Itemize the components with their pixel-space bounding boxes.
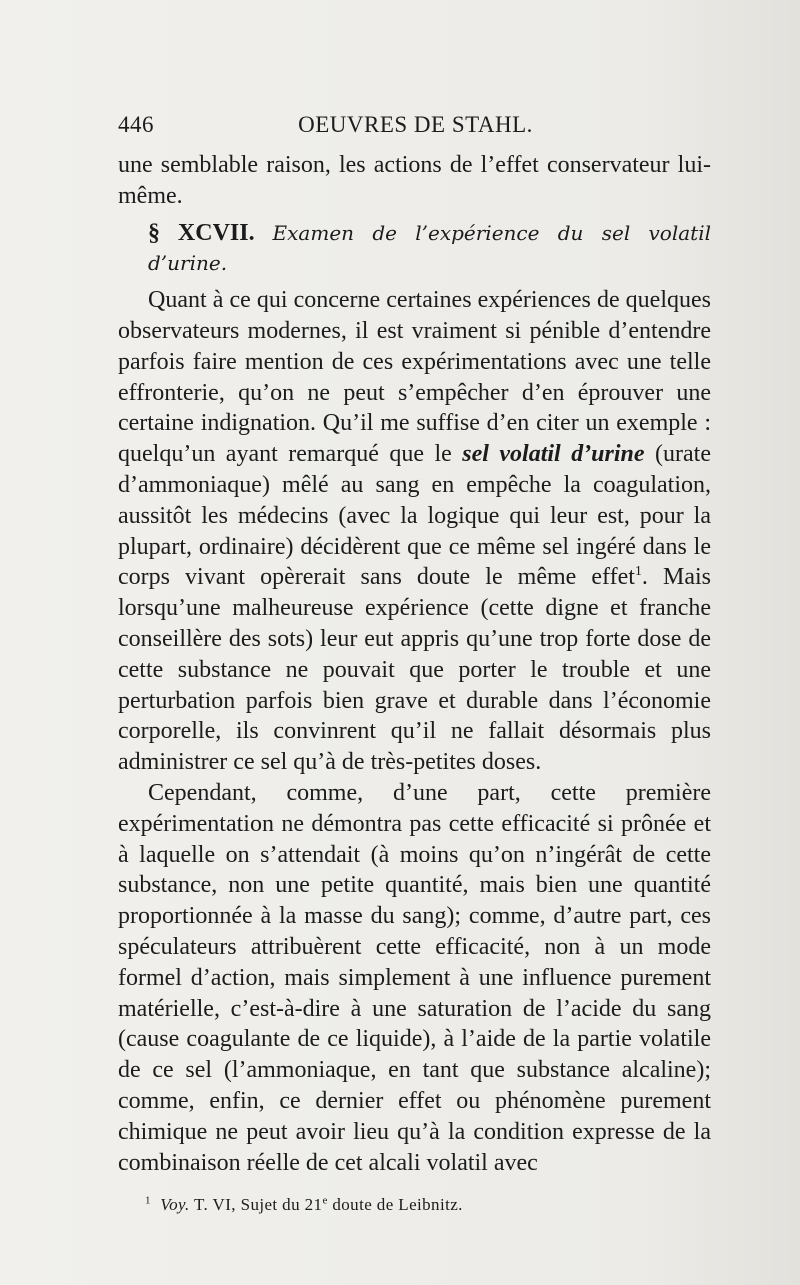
emphasis-sel-volatil: sel volatil d’urine xyxy=(462,441,645,468)
running-header xyxy=(118,112,713,146)
paragraph-continuation: une semblable raison, les actions de l’effet conservateur lui-même. xyxy=(118,152,711,209)
section-number: § XCVII. xyxy=(148,219,255,246)
paragraph-1-text-b: (urate d’ammoniaque) mêlé au sang en empêche la coagulation, aussitôt les médecins (avec la logique qui leur est, pour la plupart, ordinaire) décidèrent que ce même sel ingéré dans le corps vivant opèrerait sans doute le même effet xyxy=(118,441,711,591)
paragraph-1 xyxy=(118,285,711,778)
footnote-text-end: doute de Leibnitz. xyxy=(327,1195,463,1214)
section-heading xyxy=(118,218,711,280)
running-title: OEUVRES DE STAHL. xyxy=(298,112,533,137)
paragraph-1-text-c: . Mais lorsqu’une malheureuse expérience (cette digne et franche conseillère des sots) leur eut appris qu’une trop forte dose de cette substance ne pouvait que porter le trouble et une perturbation parfois bien grave et durable dans l’économie corporelle, ils convinrent qu’il ne fallait désormais plus administrer ce sel qu’à de très-petites doses. xyxy=(118,564,711,776)
footnote-superscript: e xyxy=(322,1194,328,1207)
paragraph-1-text-a: Quant à ce qui concerne certaines expériences de quelques observateurs modernes, il est vraiment si pénible d’entendre parfois faire mention de ces expérimentations avec une telle effronterie, qu’on ne peut s’empêcher d’en éprouver une certaine indignation. Qu’il me suffise d’en citer un exemple : quelqu’un ayant remarqué que le xyxy=(118,287,711,468)
footnote-text: T. VI, Sujet du 21 xyxy=(189,1195,323,1214)
footnote-reference[interactable]: 1 xyxy=(634,564,642,580)
footnote-voy: Voy. xyxy=(160,1195,190,1214)
footnote xyxy=(145,1195,705,1215)
section-title: Examen de l’expérience du sel volatil d’urine. xyxy=(148,220,711,276)
page-number: 446 xyxy=(118,112,154,137)
main-text xyxy=(118,150,711,1178)
footnote-mark: 1 xyxy=(145,1194,151,1207)
paragraph-2: Cependant, comme, d’une part, cette première expérimentation ne démontra pas cette efficacité si prônée et à laquelle on s’attendait (à moins qu’on n’ingérât de cette substance, non une petite quantité, mais bien une quantité proportionnée à la masse du sang); comme, d’autre part, ces spéculateurs attribuèrent cette efficacité, non à un mode formel d’action, mais simplement à une influence purement matérielle, c’est-à-dire à une saturation de l’acide du sang (cause coagulante de ce liquide), à l’aide de la partie volatile de ce sel (l’ammoniaque, en tant que substance alcaline); comme, enfin, ce dernier effet ou phénomène purement chimique ne peut avoir lieu qu’à la condition expresse de la combinaison réelle de cet alcali volatil avec xyxy=(118,779,711,1176)
